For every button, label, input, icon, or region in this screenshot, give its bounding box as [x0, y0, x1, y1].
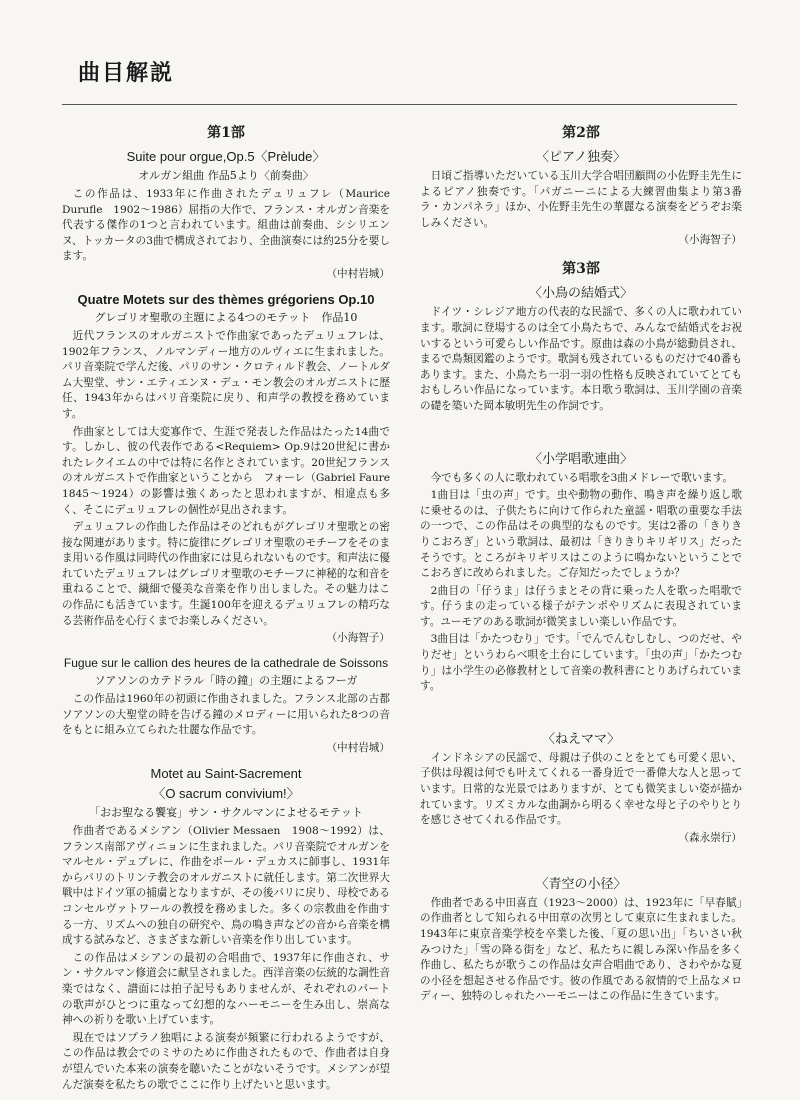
motets-subtitle: グレゴリオ聖歌の主題による4つのモテット 作品10 — [94, 310, 358, 324]
suite-title: Suite pour orgue,Op.5〈Prèlude〉 — [126, 149, 326, 164]
right-column — [420, 120, 753, 1007]
motet-subtitle: 「おお聖なる饗宴」サン・サクルマンによせるモテット — [89, 806, 363, 820]
mama-title: 〈ねえママ〉 — [541, 731, 620, 747]
medley-paragraph-2: 1曲目は「虫の声」です。虫や動物の動作、鳴き声を繰り返し歌に乗せるのは、子供たちに向けて作られた童謡・唱歌の重要な手法の一つで、この作品はその典型的なものです。実は2番の「きりきりこおろぎ」という歌詞は、最初は「きりきりキリギリス」だったそうです。ところがキリギリスはこのように鳴かないということでこおろぎに改められました。ご存知だったでしょうか？ — [420, 489, 742, 580]
mama-description: インドネシアの民謡で、母親は子供のことをとても可愛く思い、子供は母親は何でも叶えてくれる一番身近で一番偉大な人と思っています。日常的な光景ではありますが、とても微笑ましい姿が描かれています。リズミカルな曲調から明るく幸せな母と子のやりとりを感じさせてくれる作品です。 — [420, 751, 742, 827]
part-2-heading: 第2部 — [562, 125, 600, 141]
medley-title: 〈小学唱歌連曲〉 — [528, 451, 633, 467]
motet-title: Motet au Saint-Sacrement — [150, 766, 302, 782]
mama-credit: （森永崇行） — [678, 831, 742, 844]
wedding-title: 〈小鳥の結婚式〉 — [528, 286, 633, 302]
suite-description: この作品は、1933年に作曲されたデュリュフレ（Maurice Durufle 1902～1986）屈指の大作で、フランス・オルガン音楽を代表する傑作の1つと言われています。組曲は前奏曲、シシリエンヌ、トッカータの3曲で構成されており、全曲演奏には約25分を要します。 — [62, 188, 390, 263]
fugue-subtitle: ソアソンのカテドラル「時の鐘」の主題によるフーガ — [94, 674, 358, 688]
left-column — [62, 120, 401, 1095]
piano-credit: （小海智子） — [678, 234, 742, 247]
suite-credit: （中村岩城） — [326, 267, 390, 280]
piano-description: 日頃ご指導いただいている玉川大学合唱団顧問の小佐野圭先生によるピアノ独奏です。「パガニーニによる大練習曲集より第3番 ラ・カンパネラ」ほか、小佐野圭先生の華麗なる演奏をどうぞお楽しみください。 — [420, 170, 753, 229]
header-divider — [62, 104, 737, 105]
wedding-description: ドイツ・シレジア地方の代表的な民謡で、多くの人に歌われています。歌詞に登場するのは全て小鳥たちで、みんなで結婚式をお祝いするという可愛らしい作品です。原曲は森の小鳥が総動員され、まるで鳥類図鑑のようです。歌詞も残されているものだけで40番もあります。また、小鳥たち一羽一羽の性格も反映されていてとてもおもしろい作品になっています。本日歌う歌詞は、玉川学園の音楽の礎を築いた岡本敏明先生の作詞です。 — [420, 306, 742, 412]
aozora-title: 〈青空の小径〉 — [535, 876, 627, 892]
motets-title: Quatre Motets sur des thèmes grégoriens Op.10 — [77, 291, 375, 307]
fugue-description: この作品は1960年の初頭に作曲されました。フランス北部の古都ソアソンの大聖堂の時を告げる鐘のメロディーに用いられた8つの音をもとに組み立てられた壮麗な作品です。 — [62, 693, 390, 737]
medley-paragraph-3: 2曲目の「仔うま」は仔うまとその背に乗った人を歌った唱歌です。仔うまの走っている様子がテンポやリズムに表現されています。ユーモアのある歌詞が微笑ましい楽しい作品です。 — [420, 584, 742, 628]
page-title: 曲目解説 — [78, 61, 175, 86]
medley-paragraph-4: 3曲目は「かたつむり」です。「でんでんむしむし、つのだせ、やりだせ」というわらべ唄を土台にしています。「虫の声」「かたつむり」は小学生の必修教材として音楽の教科書にとりあげられています。 — [420, 633, 742, 693]
motet-title-2: 〈O sacrum convivium!〉 — [152, 786, 300, 802]
motets-paragraph-1: 近代フランスのオルガニストで作曲家であったデュリュフレは、1902年フランス、ノルマンディー地方のルヴィエに生まれました。パリ音楽院で学んだ後、パリのサン・クロティルド教会、ノートルダム大聖堂、サン・エティエンヌ・デュ・モン教会のオルガニストに歴任、1943年からはパリ音楽院に戻り、和声学の教授を務めています。 — [62, 329, 390, 420]
medley-paragraph-1: 今でも多くの人に歌われている唱歌を3曲メドレーで歌います。 — [430, 471, 734, 484]
motets-paragraph-2: 作曲家としては大変寡作で、生涯で発表した作品はたった14曲です。しかし、彼の代表作である<Requiem> Op.9は20世紀に書かれたレクイエムの中では特に名作とされています。20世紀フランスのオルガニストで作曲家ということから フォーレ（Gabriel Faure 1845～1924）の影響は強くあったと思われますが、相違点も多く、そこにデュリュフレの個性が見出されます。 — [62, 425, 401, 516]
piano-title: 〈ピアノ独奏〉 — [536, 150, 626, 165]
suite-subtitle: オルガン組曲 作品5より〈前奏曲〉 — [138, 169, 314, 182]
motet-paragraph-3: 現在ではソプラノ独唱による演奏が頻繁に行われるようですが、この作品は教会でのミサのために作曲されたもので、作曲者は自身が望んでいた本来の演奏を聴いたことがないそうです。メシアンが望んだ演奏を私たちの歌でここに作り上げたいと思います。 — [62, 1031, 390, 1091]
aozora-description: 作曲者である中田喜直（1923～2000）は、1923年に「早春賦」の作曲者として知られる中田章の次男として東京に生まれました。1943年に東京音楽学校を卒業した後、「夏の思い出」「ちいさい秋みつけた」「雪の降る街を」など、私たちに親しみ深い作品を多く作曲し、私たちが歌うこの作品は女声合唱曲であり、さわやかな夏の小径を想起させる作品です。彼の作風である叙情的で上品なメロディー、独特のしゃれたハーモニーはこの作品に生きています。 — [420, 896, 742, 1003]
part-3-heading: 第3部 — [562, 261, 600, 278]
motets-paragraph-3: デュリュフレの作曲した作品はそのどれもがグレゴリオ聖歌との密接な関連があります。特に旋律にグレゴリオ聖歌のモチーフをそのまま用いる作風は同時代の作曲家には見られないものです。和声法に優れていたデュリュフレはグレゴリオ聖歌のモチーフに神秘的な和音を重ねることで、繊細で優美な音楽を作り出しました。その魅力はこの作品にも活きています。生誕100年を迎えるデュリュフレの精巧なる芸術作品を心行くまでお楽しみください。 — [62, 521, 390, 627]
fugue-title: Fugue sur le callion des heures de la cathedrale de Soissons — [63, 656, 389, 671]
motet-paragraph-1: 作曲者であるメシアン（Olivier Messaen 1908～1992）は、フランス南部アヴィニョンに生まれました。パリ音楽院でオルガンをマルセル・デュプレに、作曲をポール・デュカスに師事し、1931年からパリのトリンテ教会のオルガニストに就任します。第二次世界大戦中はドイツ軍の捕虜となりますが、その後パリに戻り、母校であるコンセルヴァトワールの教授を務めました。多くの宗教曲を作曲する一方、リズムへの独自の研究や、鳥の鳴き声などの音から音楽を構成する試みなど、さまざまな新しい音楽を作り出しています。 — [62, 825, 390, 947]
fugue-credit: （中村岩城） — [326, 742, 390, 755]
part-1-heading: 第1部 — [207, 125, 245, 141]
motets-credit: （小海智子） — [326, 632, 390, 645]
motet-paragraph-2: この作品はメシアンの最初の合唱曲で、1937年に作曲され、サン・サクルマン修道会に献呈されました。西洋音楽の伝統的な調性音楽ではなく、譜面には拍子記号もありませんが、それぞれのパートの歌声がひとつに重なって幻想的なハーモニーを生み出し、崇高な神への祈りを歌い上げています。 — [62, 951, 390, 1027]
